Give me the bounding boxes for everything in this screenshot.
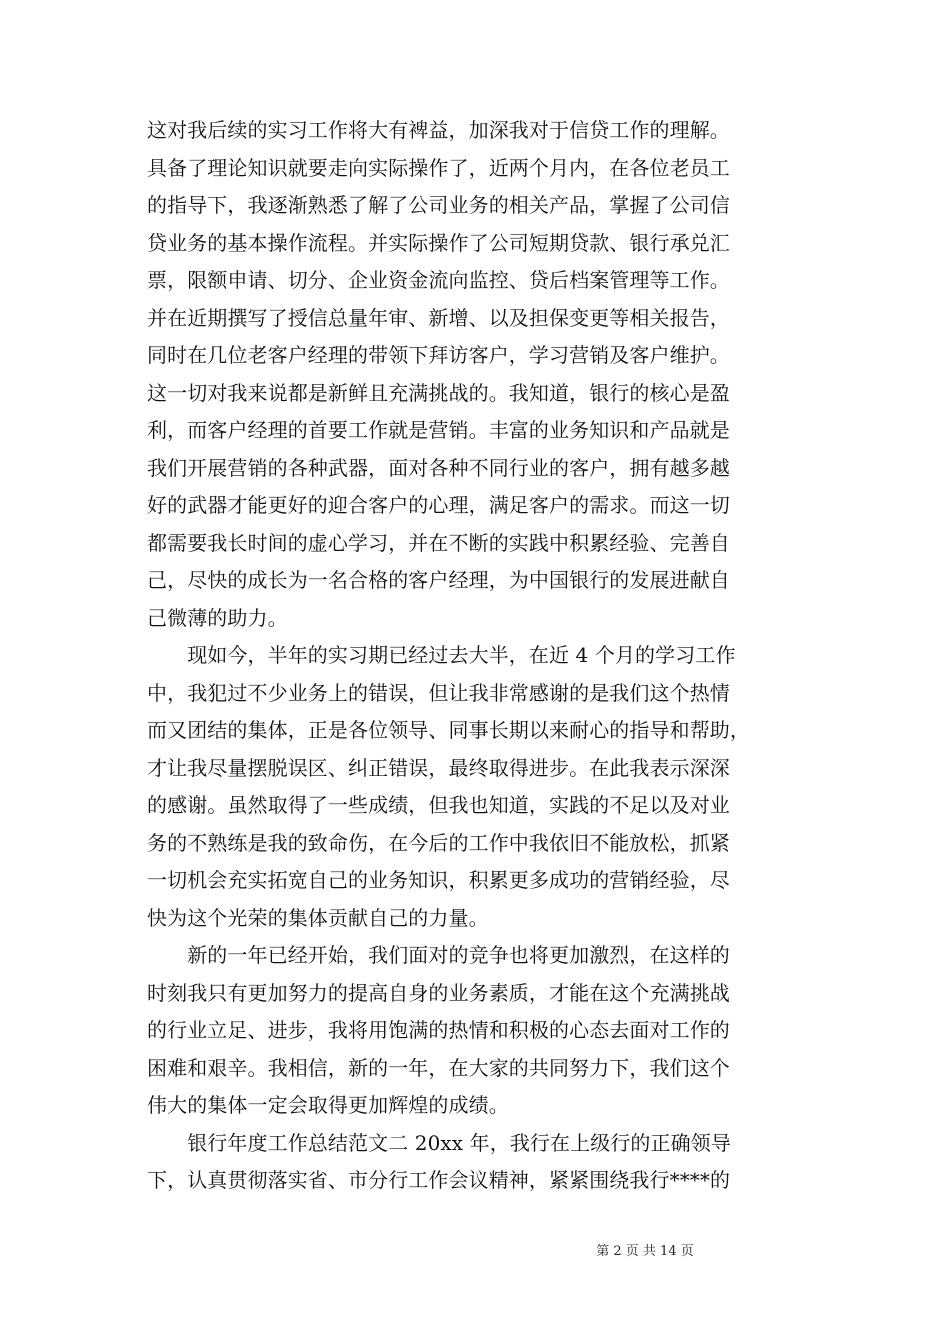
text-line: 一切机会充实拓宽自己的业务知识，积累更多成功的营销经验，尽 [147,868,730,892]
text-line: 己，尽快的成长为一名合格的客户经理，为中国银行的发展进献自 [147,568,730,592]
text-line: 快为这个光荣的集体贡献自己的力量。 [147,905,489,930]
text-line: 都需要我长时间的虚心学习，并在不断的实践中积累经验、完善自 [147,530,730,555]
text-line: 贷业务的基本操作流程。并实际操作了公司短期贷款、银行承兑汇 [147,230,730,255]
text-line: 并在近期撰写了授信总量年审、新增、以及担保变更等相关报告， [147,305,730,330]
text-line: 这对我后续的实习工作将大有裨益，加深我对于信贷工作的理解。 [147,118,730,142]
text-line: 而又团结的集体，正是各位领导、同事长期以来耐心的指导和帮助， [147,718,750,742]
text-line: 才让我尽量摆脱误区、纠正错误，最终取得进步。在此我表示深深 [147,755,730,780]
text-line: 下，认真贯彻落实省、市分行工作会议精神，紧紧围绕我行****的 [147,1168,731,1192]
text-line: 时刻我只有更加努力的提高自身的业务素质，才能在这个充满挑战 [147,980,730,1005]
paragraph-start-line: 现如今，半年的实习期已经过去大半，在近 4 个月的学习工作 [147,643,736,667]
text-line: 己微薄的助力。 [147,605,288,630]
text-line: 的感谢。虽然取得了一些成绩，但我也知道，实践的不足以及对业 [147,793,730,817]
text-line: 困难和艰辛。我相信，新的一年，在大家的共同努力下，我们这个 [147,1055,730,1080]
text-line: 的行业立足、进步，我将用饱满的热情和积极的心态去面对工作的 [147,1018,730,1042]
text-line: 具备了理论知识就要走向实际操作了，近两个月内，在各位老员工 [147,155,730,180]
text-line: 利，而客户经理的首要工作就是营销。丰富的业务知识和产品就是 [147,418,730,442]
text-line: 好的武器才能更好的迎合客户的心理，满足客户的需求。而这一切 [147,493,730,517]
text-line: 中，我犯过不少业务上的错误，但让我非常感谢的是我们这个热情 [147,680,730,705]
paragraph-start-line: 银行年度工作总结范文二 20xx 年，我行在上级行的正确领导 [147,1130,731,1155]
text-line: 的指导下，我逐渐熟悉了解了公司业务的相关产品，掌握了公司信 [147,193,730,217]
text-line: 票，限额申请、切分、企业资金流向监控、贷后档案管理等工作。 [147,268,730,292]
text-line: 同时在几位老客户经理的带领下拜访客户，学习营销及客户维护。 [147,343,730,367]
text-line: 务的不熟练是我的致命伤，在今后的工作中我依旧不能放松，抓紧 [147,830,730,855]
paragraph-start-line: 新的一年已经开始，我们面对的竞争也将更加激烈，在这样的 [147,943,730,967]
text-line: 这一切对我来说都是新鲜且充满挑战的。我知道，银行的核心是盈 [147,380,730,405]
page-number: 第 2 页 共 14 页 [596,1244,694,1259]
text-line: 我们开展营销的各种武器，面对各种不同行业的客户，拥有越多越 [147,455,730,480]
document-body [147,112,823,1200]
text-line: 伟大的集体一定会取得更加辉煌的成绩。 [147,1093,509,1117]
page-footer [0,1240,950,1260]
